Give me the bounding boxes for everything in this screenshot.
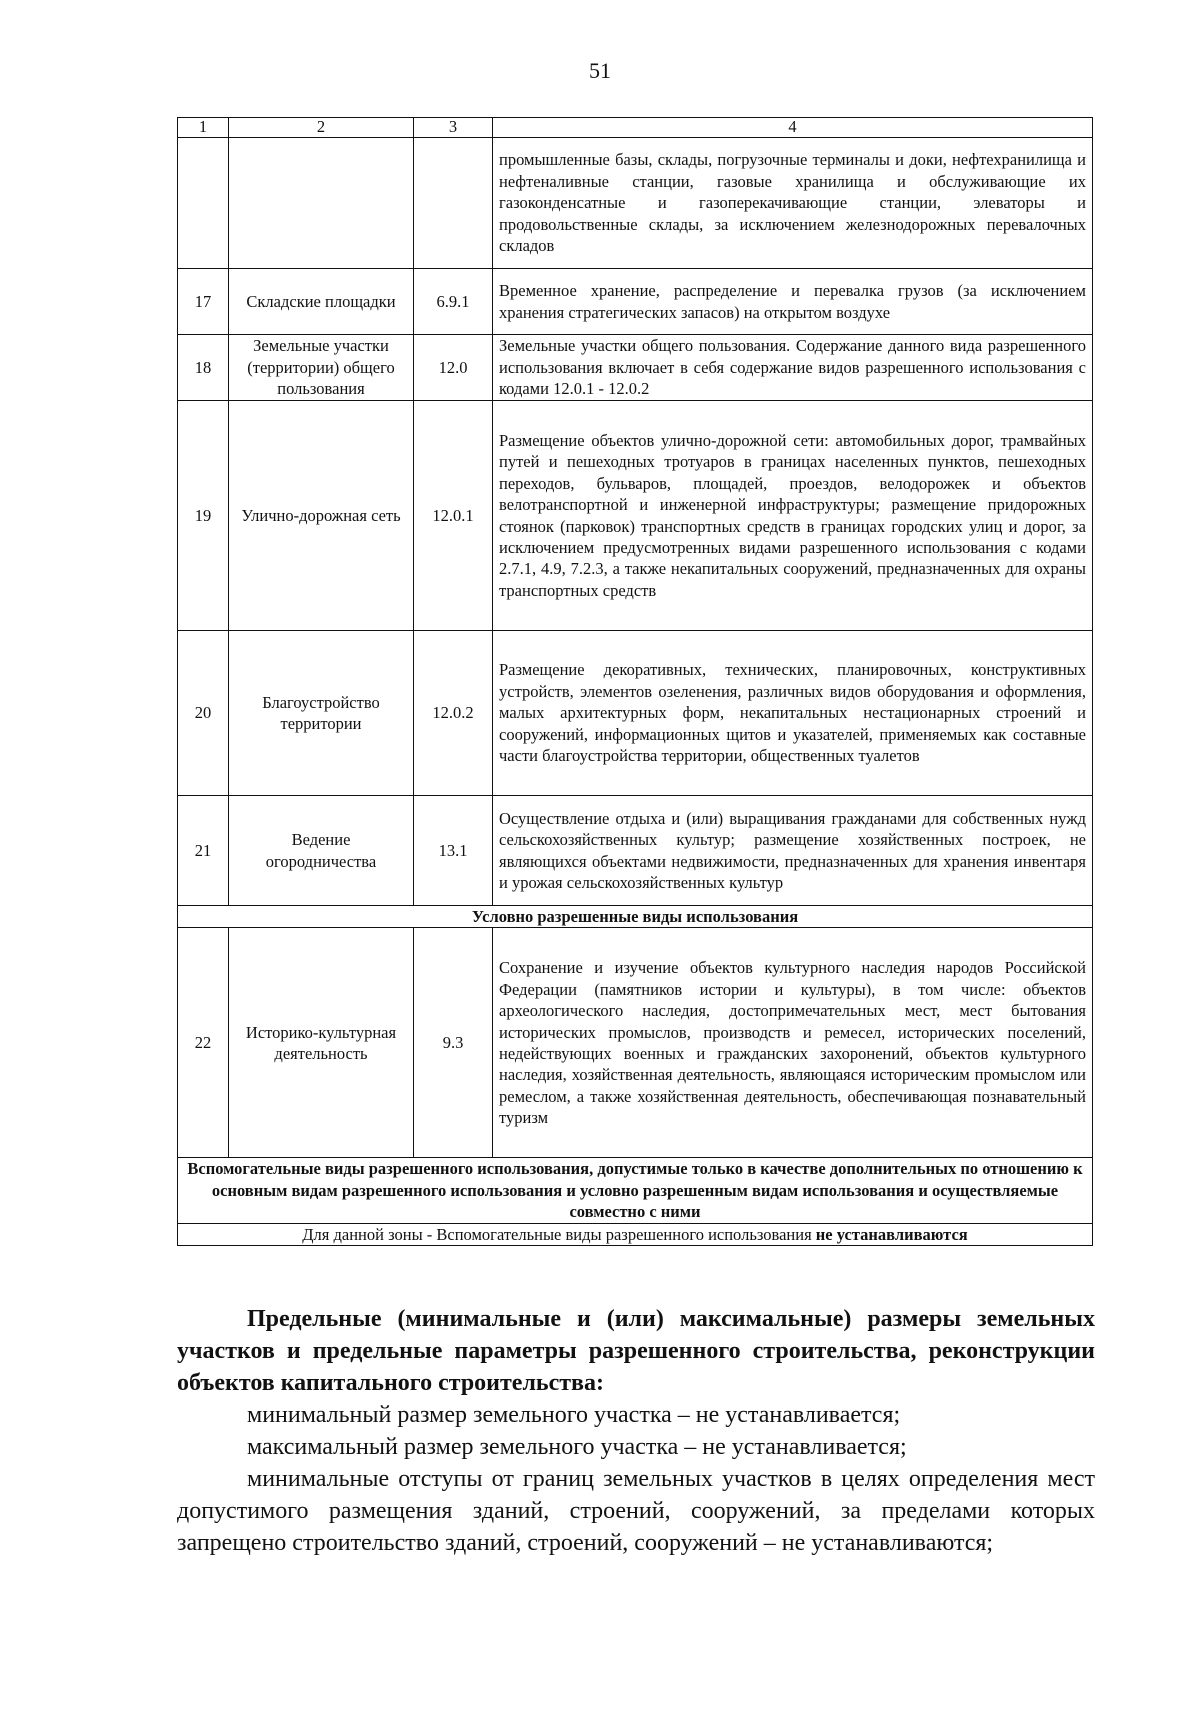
auxiliary-section-row	[178, 1158, 1093, 1223]
table-row	[178, 928, 1093, 1158]
table-row	[178, 631, 1093, 796]
row-description: Земельные участки общего пользования. Содержание данного вида разрешенного использования включает в себя содержание видов разрешенного использования с кодами 12.0.1 - 12.0.2	[493, 335, 1093, 401]
row-number: 19	[178, 401, 229, 631]
row-code: 13.1	[414, 796, 493, 906]
limits-item: минимальные отступы от границ земельных участков в целях определения мест допустимого размещения зданий, строений, сооружений, за пределами которых запрещено строительство зданий, строений, сооружений – не устанавливаются;	[177, 1466, 1095, 1556]
limits-item: максимальный размер земельного участка – не устанавливается;	[247, 1434, 907, 1460]
limits-section	[177, 1303, 1095, 1559]
row-number	[178, 138, 229, 269]
row-name: Благоустройство территории	[229, 631, 414, 796]
auxiliary-section-heading: Вспомогательные виды разрешенного использования, допустимые только в качестве дополнительных по отношению к основным видам разрешенного использования и условно разрешенным видам использования и осуществляемые совместно с ними	[178, 1158, 1093, 1223]
table-row	[178, 796, 1093, 906]
row-name: Ведение огородничества	[229, 796, 414, 906]
table-row	[178, 335, 1093, 401]
row-name: Складские площадки	[229, 269, 414, 335]
row-code	[414, 138, 493, 269]
row-number: 18	[178, 335, 229, 401]
row-description: Осуществление отдыха и (или) выращивания гражданами для собственных нужд сельскохозяйственных культур; размещение хозяйственных построек, не являющихся объектами недвижимости, предназначенных для хранения инвентаря и урожая сельскохозяйственных культур	[493, 796, 1093, 906]
row-code: 9.3	[414, 928, 493, 1158]
row-number: 21	[178, 796, 229, 906]
header-col-1: 1	[178, 118, 229, 138]
row-name: Историко-культурная деятельность	[229, 928, 414, 1158]
row-description: Временное хранение, распределение и перевалка грузов (за исключением хранения стратегических запасов) на открытом воздухе	[493, 269, 1093, 335]
limits-item: минимальный размер земельного участка – не устанавливается;	[247, 1402, 901, 1428]
row-number: 17	[178, 269, 229, 335]
auxiliary-note-row	[178, 1223, 1093, 1245]
row-number: 22	[178, 928, 229, 1158]
row-code: 12.0	[414, 335, 493, 401]
limits-heading: Предельные (минимальные и (или) максимальные) размеры земельных участков и предельные параметры разрешенного строительства, реконструкции объектов капитального строительства:	[177, 1306, 1095, 1396]
row-description: Размещение декоративных, технических, планировочных, конструктивных устройств, элементов озеленения, различных видов оборудования и оформления, малых архитектурных форм, некапитальных нестационарных строений и сооружений, информационных щитов и указателей, применяемых как составные части благоустройства территории, общественных туалетов	[493, 631, 1093, 796]
row-name: Земельные участки (территории) общего пользования	[229, 335, 414, 401]
table-row	[178, 269, 1093, 335]
row-number: 20	[178, 631, 229, 796]
row-name: Улично-дорожная сеть	[229, 401, 414, 631]
conditional-section-row	[178, 906, 1093, 928]
row-name	[229, 138, 414, 269]
auxiliary-note	[178, 1223, 1093, 1245]
table-row	[178, 401, 1093, 631]
auxiliary-note-text: Для данной зоны - Вспомогательные виды разрешенного использования	[302, 1224, 816, 1244]
auxiliary-note-emphasis: не устанавливаются	[815, 1224, 968, 1244]
row-code: 12.0.1	[414, 401, 493, 631]
conditional-section-heading: Условно разрешенные виды использования	[178, 906, 1093, 928]
row-code: 6.9.1	[414, 269, 493, 335]
row-code: 12.0.2	[414, 631, 493, 796]
table-row	[178, 138, 1093, 269]
row-description: Сохранение и изучение объектов культурного наследия народов Российской Федерации (памятников истории и культуры), в том числе: объектов археологического наследия, достопримечательных мест, мест бытования исторических промыслов, производств и ремесел, исторических поселений, недействующих военных и гражданских захоронений, объектов культурного наследия, хозяйственная деятельность, являющаяся историческим промыслом или ремеслом, а также хозяйственная деятельность, обеспечивающая познавательный туризм	[493, 928, 1093, 1158]
header-col-4: 4	[493, 118, 1093, 138]
header-col-3: 3	[414, 118, 493, 138]
row-description: Размещение объектов улично-дорожной сети: автомобильных дорог, трамвайных путей и пешеходных тротуаров в границах населенных пунктов, пешеходных переходов, бульваров, площадей, проездов, велодорожек и объектов велотранспортной и инженерной инфраструктуры; размещение придорожных стоянок (парковок) транспортных средств в границах городских улиц и дорог, за исключением предусмотренных видами разрешенного использования с кодами 2.7.1, 4.9, 7.2.3, а также некапитальных сооружений, предназначенных для охраны транспортных средств	[493, 401, 1093, 631]
land-use-table	[177, 117, 1093, 1246]
table-header-row	[178, 118, 1093, 138]
row-description: промышленные базы, склады, погрузочные терминалы и доки, нефтехранилища и нефтеналивные станции, газовые хранилища и обслуживающие их газоконденсатные и газоперекачивающие станции, элеваторы и продовольственные склады, за исключением железнодорожных перевалочных складов	[493, 138, 1093, 269]
page-number: 51	[589, 58, 611, 83]
header-col-2: 2	[229, 118, 414, 138]
